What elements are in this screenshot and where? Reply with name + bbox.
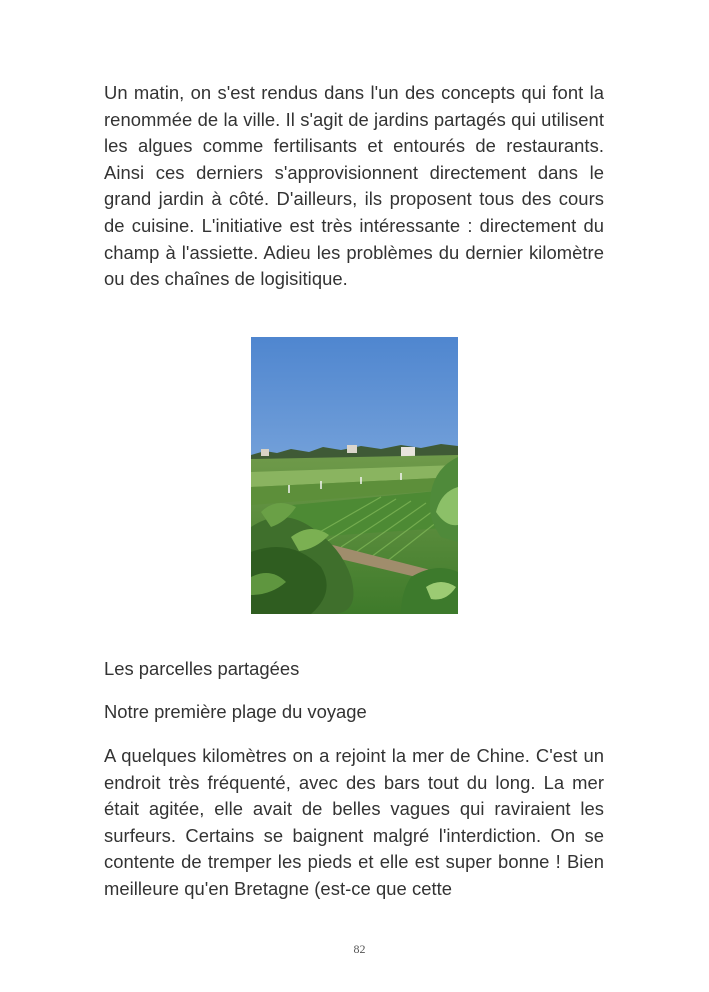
paragraph-shared-gardens: Un matin, on s'est rendus dans l'un des concepts qui font la renommée de la ville. Il s'agit de jardins partagés qui utilisent les algues comme fertilisants et entourés de restaurants. Ainsi ces derniers s'approvisionnent directement dans le grand jardin à côté. D'ailleurs, ils proposent tous des cours de cuisine. L'initiative est très intéressante : directement du champ à l'assiette. Adieu les problèmes du dernier kilomètre ou des chaînes de logisitique. [104, 82, 604, 290]
photo-caption: Les parcelles partagées [104, 658, 300, 679]
page-number: 82 [353, 942, 366, 956]
shared-gardens-photo [251, 337, 458, 614]
section-heading: Notre première plage du voyage [104, 701, 367, 722]
paragraph-first-beach: A quelques kilomètres on a rejoint la mer de Chine. C'est un endroit très fréquenté, avec des bars tout du long. La mer était agitée, elle avait de belles vagues qui raviraient les surfeurs. Certains se baignent malgré l'interdiction. On se contente de tremper les pieds et elle est super bonne ! Bien meilleure qu'en Bretagne (est-ce que cette [104, 745, 604, 899]
